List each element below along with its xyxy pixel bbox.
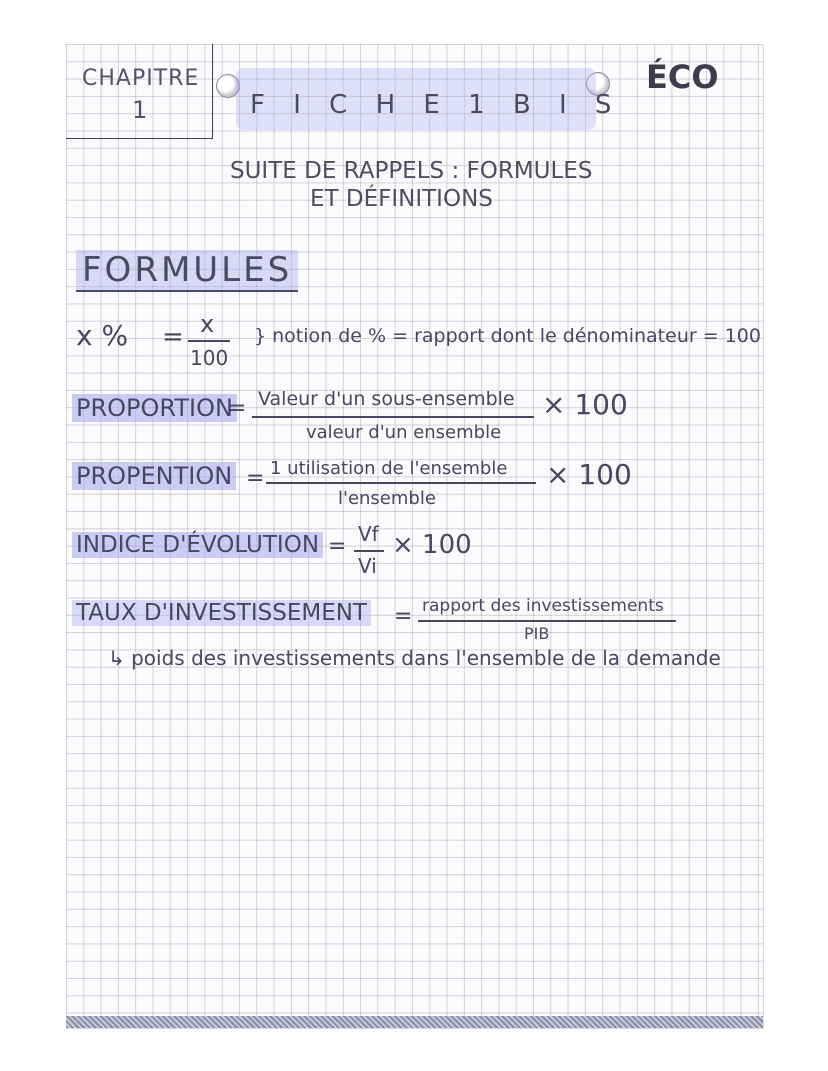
indice-factor: × 100 bbox=[392, 530, 472, 560]
indice-fraction-bar bbox=[354, 550, 384, 552]
taux-fraction-bar bbox=[418, 620, 676, 622]
percent-equals: = bbox=[162, 322, 184, 352]
indice-equals: = bbox=[328, 534, 347, 559]
propension-numerator: 1 utilisation de l'ensemble bbox=[270, 458, 508, 479]
proportion-fraction-bar bbox=[252, 416, 534, 418]
propension-label: PROPENTION bbox=[72, 462, 236, 490]
percent-note: } notion de % = rapport dont le dénominateur = 100 bbox=[254, 325, 761, 347]
propension-factor: × 100 bbox=[546, 458, 632, 491]
propension-fraction-bar bbox=[266, 482, 536, 484]
chapter-label: CHAPITRE bbox=[82, 66, 200, 91]
taux-note: ↳ poids des investissements dans l'ensemble de la demande bbox=[108, 646, 721, 670]
indice-label: INDICE D'ÉVOLUTION bbox=[72, 532, 323, 558]
sheet-title: F I C H E 1 B I S bbox=[250, 90, 622, 120]
chapter-box bbox=[66, 44, 213, 139]
chapter-number: 1 bbox=[132, 96, 148, 124]
notebook-page bbox=[66, 44, 763, 1028]
percent-denominator: 100 bbox=[190, 346, 229, 370]
proportion-equals: = bbox=[228, 396, 247, 421]
page-title-line-2: ET DÉFINITIONS bbox=[310, 186, 493, 212]
subject-label: ÉCO bbox=[646, 58, 719, 96]
page-title-line-1: SUITE DE RAPPELS : FORMULES bbox=[230, 158, 593, 184]
taux-label: TAUX D'INVESTISSEMENT bbox=[72, 600, 371, 626]
section-heading: FORMULES bbox=[76, 250, 298, 292]
propension-denominator: l'ensemble bbox=[338, 488, 436, 509]
indice-denominator: Vi bbox=[358, 554, 377, 578]
proportion-label: PROPORTION bbox=[72, 394, 237, 422]
percent-fraction-bar bbox=[188, 340, 230, 342]
proportion-numerator: Valeur d'un sous-ensemble bbox=[258, 388, 515, 410]
taux-denominator: PIB bbox=[524, 624, 550, 643]
proportion-denominator: valeur d'un ensemble bbox=[306, 422, 502, 443]
taux-numerator: rapport des investissements bbox=[422, 596, 664, 616]
propension-equals: = bbox=[246, 466, 265, 491]
taux-equals: = bbox=[394, 604, 413, 629]
proportion-factor: × 100 bbox=[542, 388, 628, 421]
percent-numerator: x bbox=[200, 310, 215, 338]
indice-numerator: Vf bbox=[358, 522, 379, 546]
percent-lhs: x % bbox=[76, 319, 129, 352]
